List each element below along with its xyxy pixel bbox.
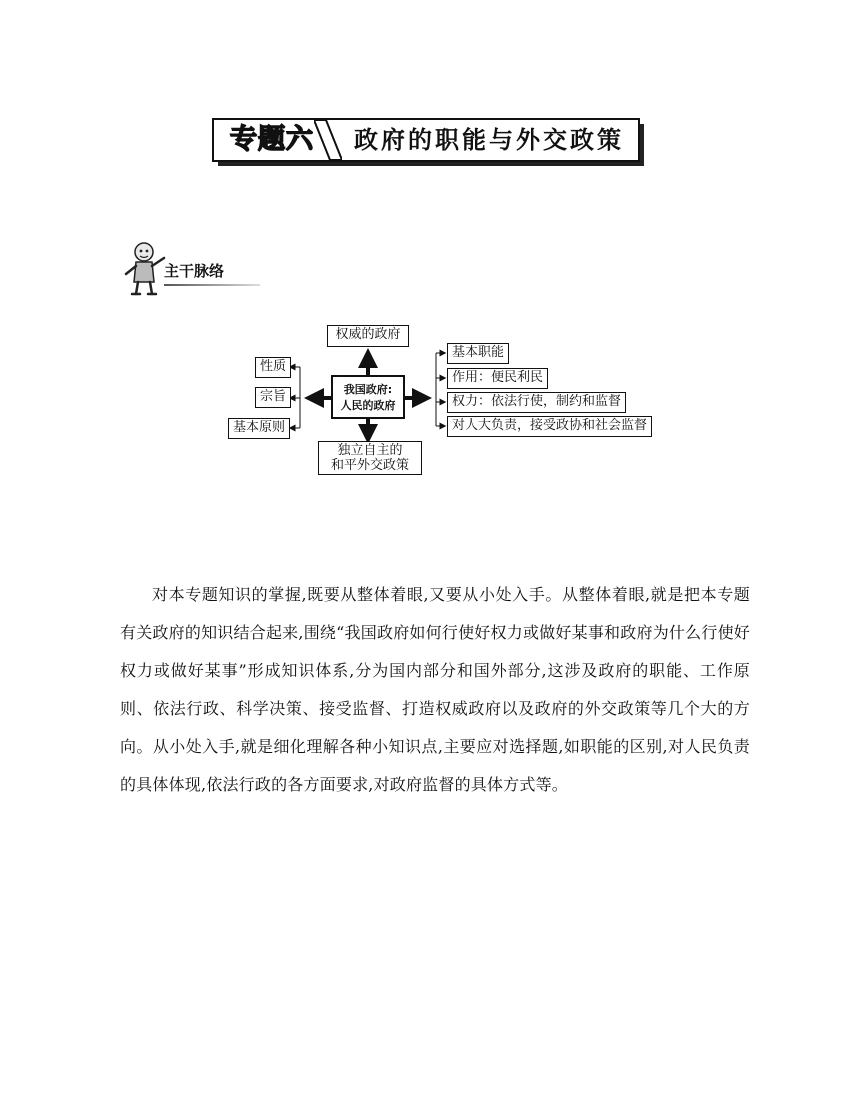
node-center-line1: 我国政府: bbox=[343, 383, 393, 396]
chapter-tag: 专题六 bbox=[216, 122, 328, 158]
node-right-3: 权力：依法行使，制约和监督 bbox=[447, 392, 626, 413]
node-top: 权威的政府 bbox=[327, 325, 409, 347]
node-bottom bbox=[318, 441, 422, 475]
node-left-1: 性质 bbox=[255, 357, 291, 378]
node-right-4: 对人大负责，接受政协和社会监督 bbox=[447, 416, 652, 437]
node-right-2: 作用：便民利民 bbox=[447, 368, 548, 389]
node-bottom-line1: 独立自主的 bbox=[337, 443, 403, 458]
chapter-title: 政府的职能与外交政策 bbox=[354, 126, 624, 154]
node-center bbox=[331, 375, 405, 419]
node-bottom-line2: 和平外交政策 bbox=[330, 458, 409, 473]
body-paragraph: 对本专题知识的掌握,既要从整体着眼,又要从小处入手。从整体着眼,就是把本专题有关政府的知识结合起来,围绕“我国政府如何行使好权力或做好某事和政府为什么行使好权力或做好某事”形成知识体系,分为国内部分和国外部分,这涉及政府的职能、工作原则、依法行政、科学决策、接受监督、打造权威政府以及政府的外交政策等几个大的方向。从小处入手,就是细化理解各种小知识点,主要应对选择题,如职能的区别,对人民负责的具体体现,依法行政的各方面要求,对政府监督的具体方式等。 bbox=[120, 585, 750, 794]
node-right-1: 基本职能 bbox=[447, 343, 509, 364]
node-center-line2: 人民的政府 bbox=[340, 399, 396, 412]
section-title: 主干脉络 bbox=[164, 262, 225, 280]
node-left-3: 基本原则 bbox=[228, 418, 290, 439]
node-left-2: 宗旨 bbox=[255, 387, 291, 408]
